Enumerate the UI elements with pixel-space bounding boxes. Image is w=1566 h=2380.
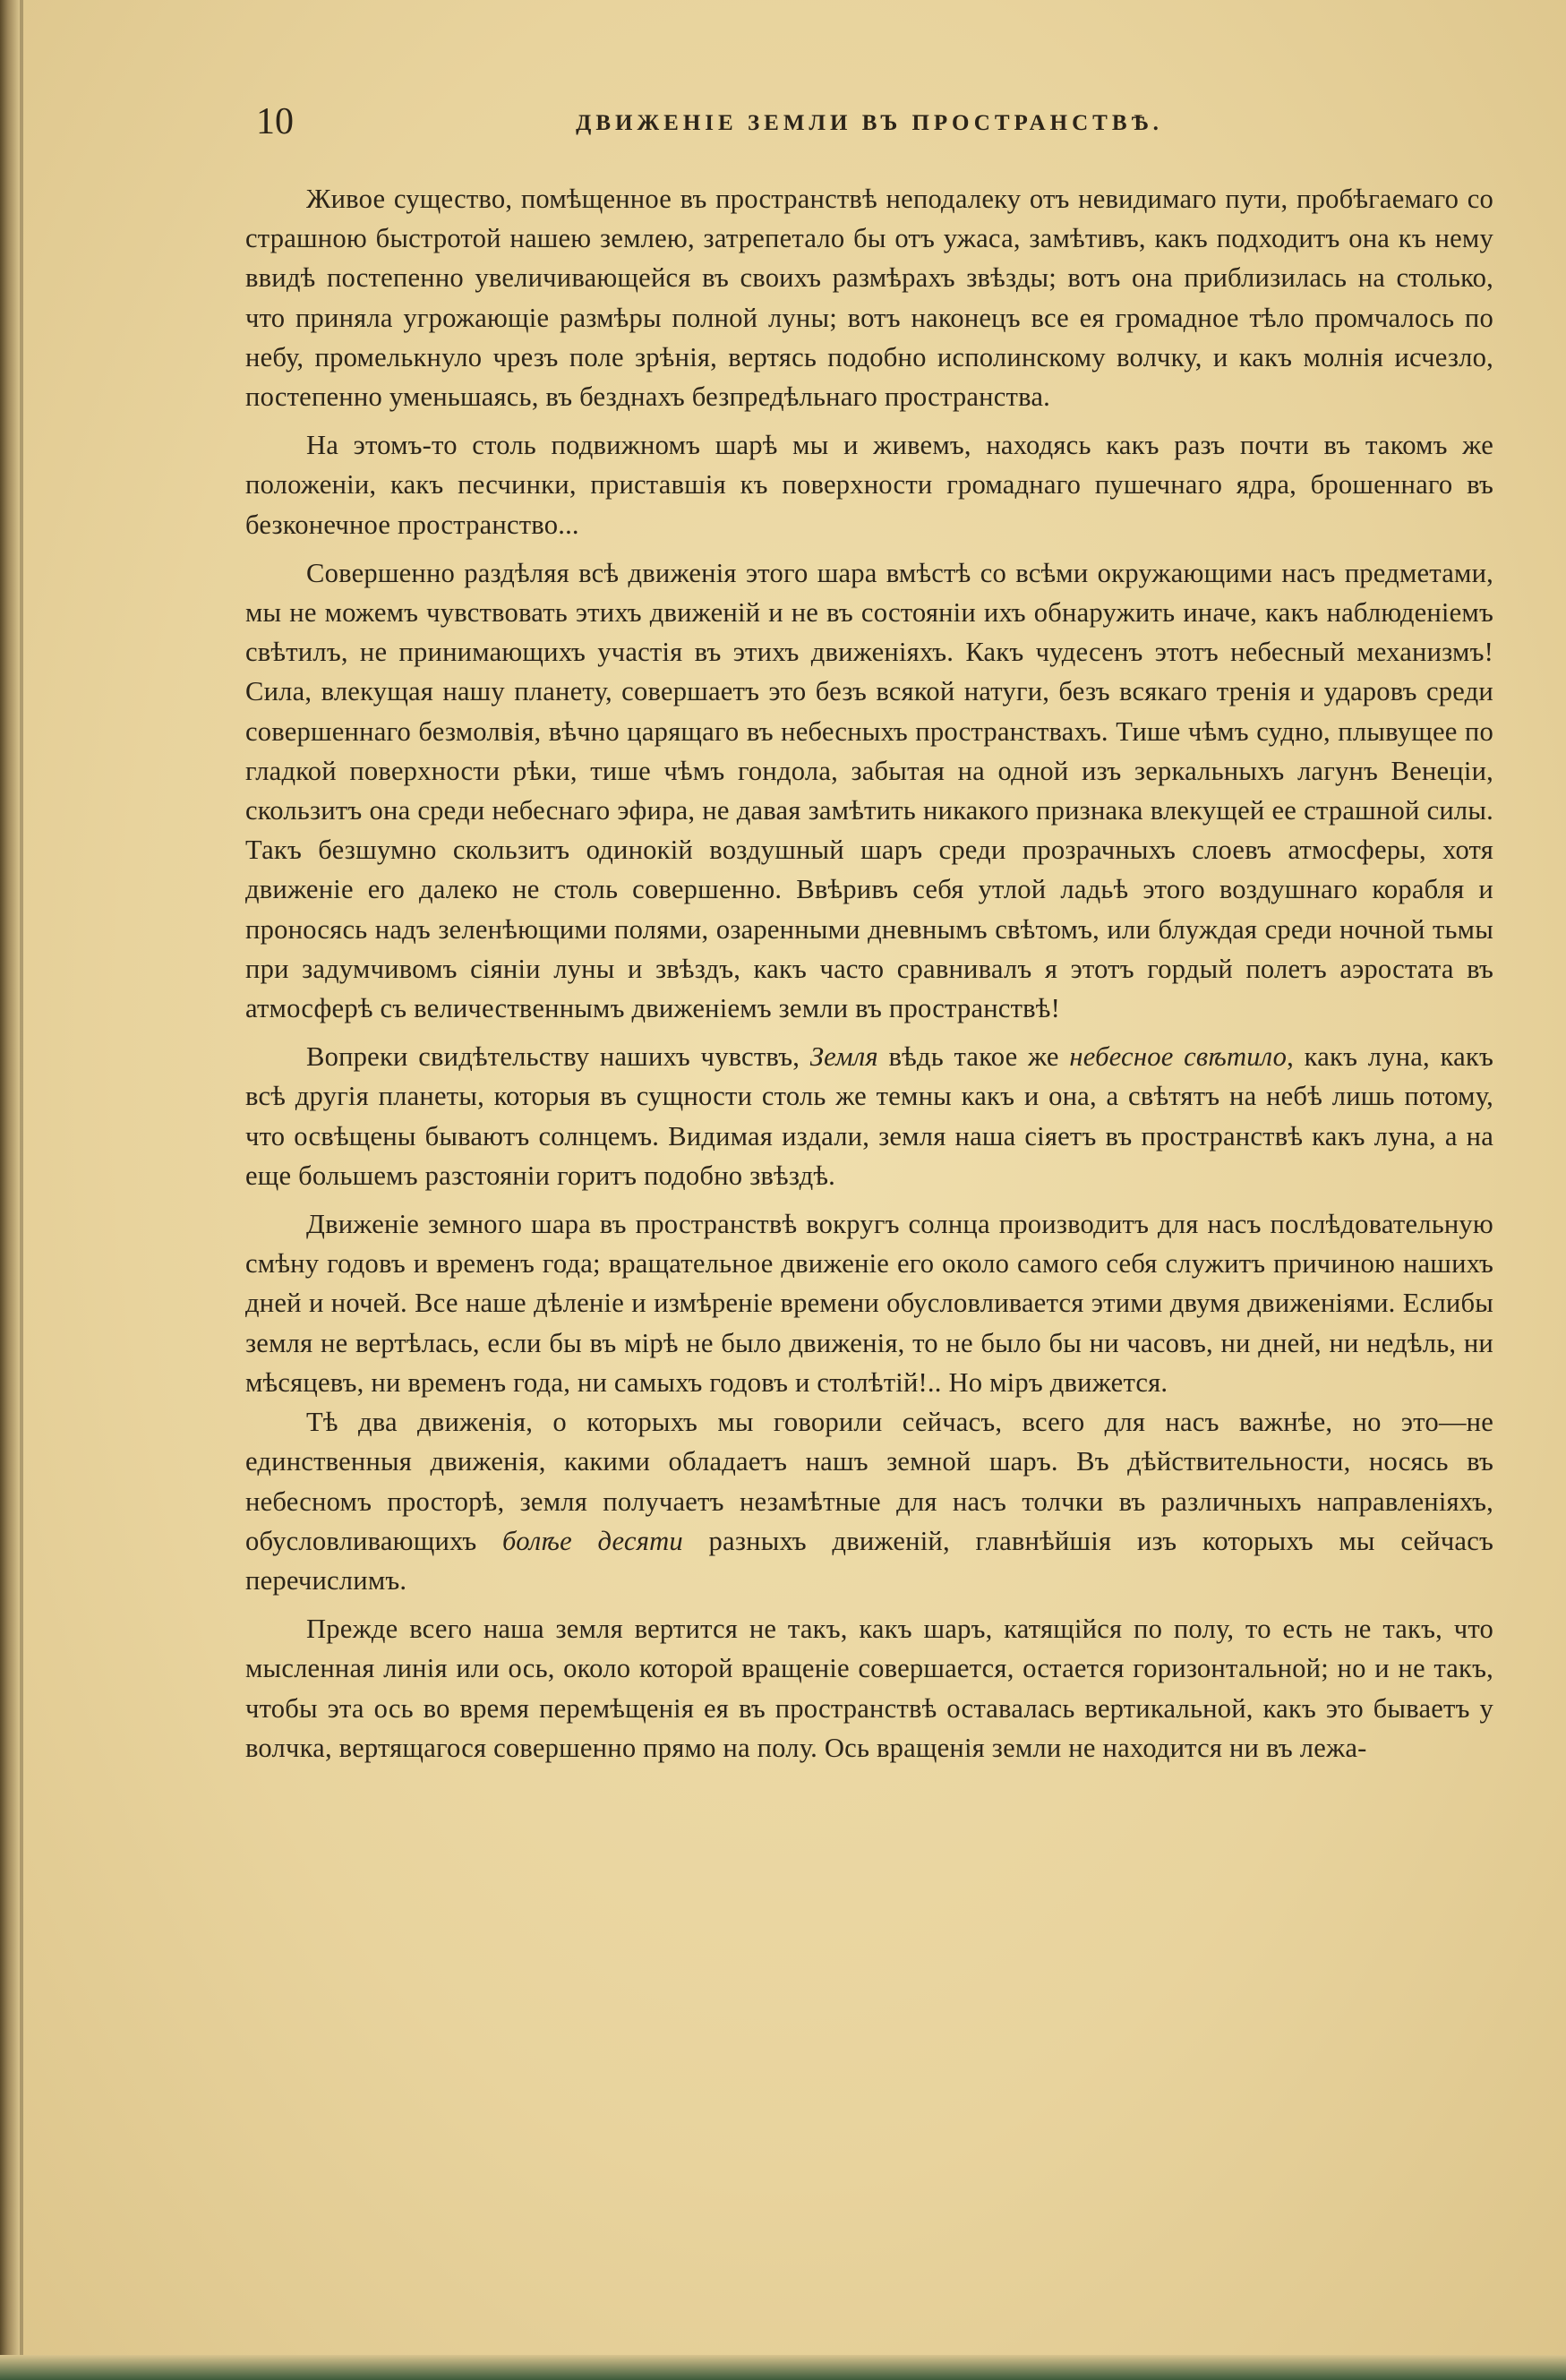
paragraph-4-text: Вопреки свидѣтельству нашихъ чувствъ, xyxy=(306,1041,810,1073)
paragraph-6-text: разныхъ движеній, главнѣйшія изъ которыхъ мы сейчасъ перечислимъ. xyxy=(245,1525,1493,1596)
body-text xyxy=(245,179,1493,1776)
paragraph-1: Живое существо, помѣщенное въ пространствѣ неподалеку отъ невидимаго пути, пробѣгаемаго со страшною быстротой нашею землею, затрепетало бы отъ ужаса, замѣтивъ, какъ подходитъ она къ нему ввидѣ постепенно увеличивающейся въ своихъ размѣрахъ звѣзды; вотъ она приблизилась на столько, что приняла угрожающіе размѣры полной луны; вотъ наконецъ все ея громадное тѣло промчалось по небу, промелькнуло чрезъ поле зрѣнія, вертясь подобно исполинскому волчку, и какъ молнія исчезло, постепенно уменьшаясь, въ безднахъ безпредѣльнаго пространства. xyxy=(245,184,1493,413)
paragraph-6 xyxy=(245,1402,1493,1600)
running-head: ДВИЖЕНІЕ ЗЕМЛИ ВЪ ПРОСТРАНСТВѢ. xyxy=(576,111,1163,135)
page-bottom-edge xyxy=(0,2355,1566,2380)
paragraph-2: На этомъ-то столь подвижномъ шарѣ мы и живемъ, находясь какъ разъ почти въ такомъ же положеніи, какъ песчинки, приставшія къ поверхности громаднаго пушечнаго ядра, брошеннаго въ безконечное пространство... xyxy=(245,430,1493,540)
paragraph-4-text: , какъ луна, какъ всѣ другія планеты, которыя въ сущности столь же темны какъ и она, а свѣтятъ на небѣ лишь потому, что освѣщены бываютъ солнцемъ. Видимая издали, земля наша сіяетъ въ пространствѣ какъ луна, а на еще большемъ разстояніи горитъ подобно звѣздѣ. xyxy=(245,1041,1493,1191)
paragraph-4-text: вѣдь такое же xyxy=(877,1041,1070,1073)
emphasis-earth: Земля xyxy=(809,1041,878,1073)
emphasis-more-than-ten: болѣе десяти xyxy=(502,1525,683,1556)
paragraph-5: Движеніе земного шара въ пространствѣ вокругъ солнца производитъ для насъ послѣдовательную смѣну годовъ и временъ года; вращательное движеніе его около самого себя служитъ причиною нашихъ дней и ночей. Все наше дѣленіе и измѣреніе времени обусловливается этими двумя движеніями. Еслибы земля не вертѣлась, если бы въ мірѣ не было движенія, то не было бы ни часовъ, ни дней, ни недѣль, ни мѣсяцевъ, ни временъ года, ни самыхъ годовъ и столѣтій!.. Но міръ движется. xyxy=(245,1209,1493,1398)
paragraph-6-text: Тѣ два движенія, о которыхъ мы говорили сейчасъ, всего для насъ важнѣе, но это—не единственныя движенія, какими обладаетъ нашъ земной шаръ. Въ дѣйствительности, носясь въ небесномъ просторѣ, земля получаетъ незамѣтные для насъ толчки въ различныхъ направленіяхъ, обусловливающихъ xyxy=(245,1407,1493,1556)
book-spine-shadow xyxy=(0,0,20,2380)
page-header xyxy=(245,100,1493,145)
binding-edge xyxy=(20,0,23,2380)
paragraph-3: Совершенно раздѣляя всѣ движенія этого шара вмѣстѣ со всѣми окружающими насъ предметами, мы не можемъ чувствовать этихъ движеній и не въ состояніи ихъ обнаружить иначе, какъ наблюденіемъ свѣтилъ, не принимающихъ участія въ этихъ движеніяхъ. Какъ чудесенъ этотъ небесный механизмъ! Сила, влекущая нашу планету, совершаетъ это безъ всякой натуги, безъ всякаго тренія и ударовъ среди совершеннаго безмолвія, вѣчно царящаго въ небесныхъ пространствахъ. Тише чѣмъ судно, плывущее по гладкой поверхности рѣки, тише чѣмъ гондола, забытая на одной изъ зеркальныхъ лагунъ Венеціи, скользитъ она среди небеснаго эфира, не давая замѣтить никакого признака влекущей ее страшной силы. Такъ безшумно скользитъ одинокій воздушный шаръ среди прозрачныхъ слоевъ атмосферы, хотя движеніе его далеко не столь совершенно. Ввѣривъ себя утлой ладьѣ этого воздушнаго корабля и проносясь надъ зеленѣющими полями, озаренными дневнымъ свѣтомъ, или блуждая среди ночной тьмы при задумчивомъ сіяніи луны и звѣздъ, какъ часто сравнивалъ я этотъ гордый полетъ аэростата въ атмосферѣ съ величественнымъ движеніемъ земли въ пространствѣ! xyxy=(245,557,1493,1024)
page-number: 10 xyxy=(256,101,294,142)
paragraph-4 xyxy=(245,1037,1493,1195)
emphasis-celestial-body: небесное свѣтило xyxy=(1069,1041,1288,1073)
paragraph-7: Прежде всего наша земля вертится не такъ, какъ шаръ, катящійся по полу, то есть не такъ, что мысленная линія или ось, около которой вращеніе совершается, остается горизонтальной; но и не такъ, чтобы эта ось во время перемѣщенія ея въ пространствѣ оставалась вертикальной, какъ это бываетъ у волчка, вертящагося совершенно прямо на полу. Ось вращенія земли не находится ни въ лежа- xyxy=(245,1614,1493,1763)
